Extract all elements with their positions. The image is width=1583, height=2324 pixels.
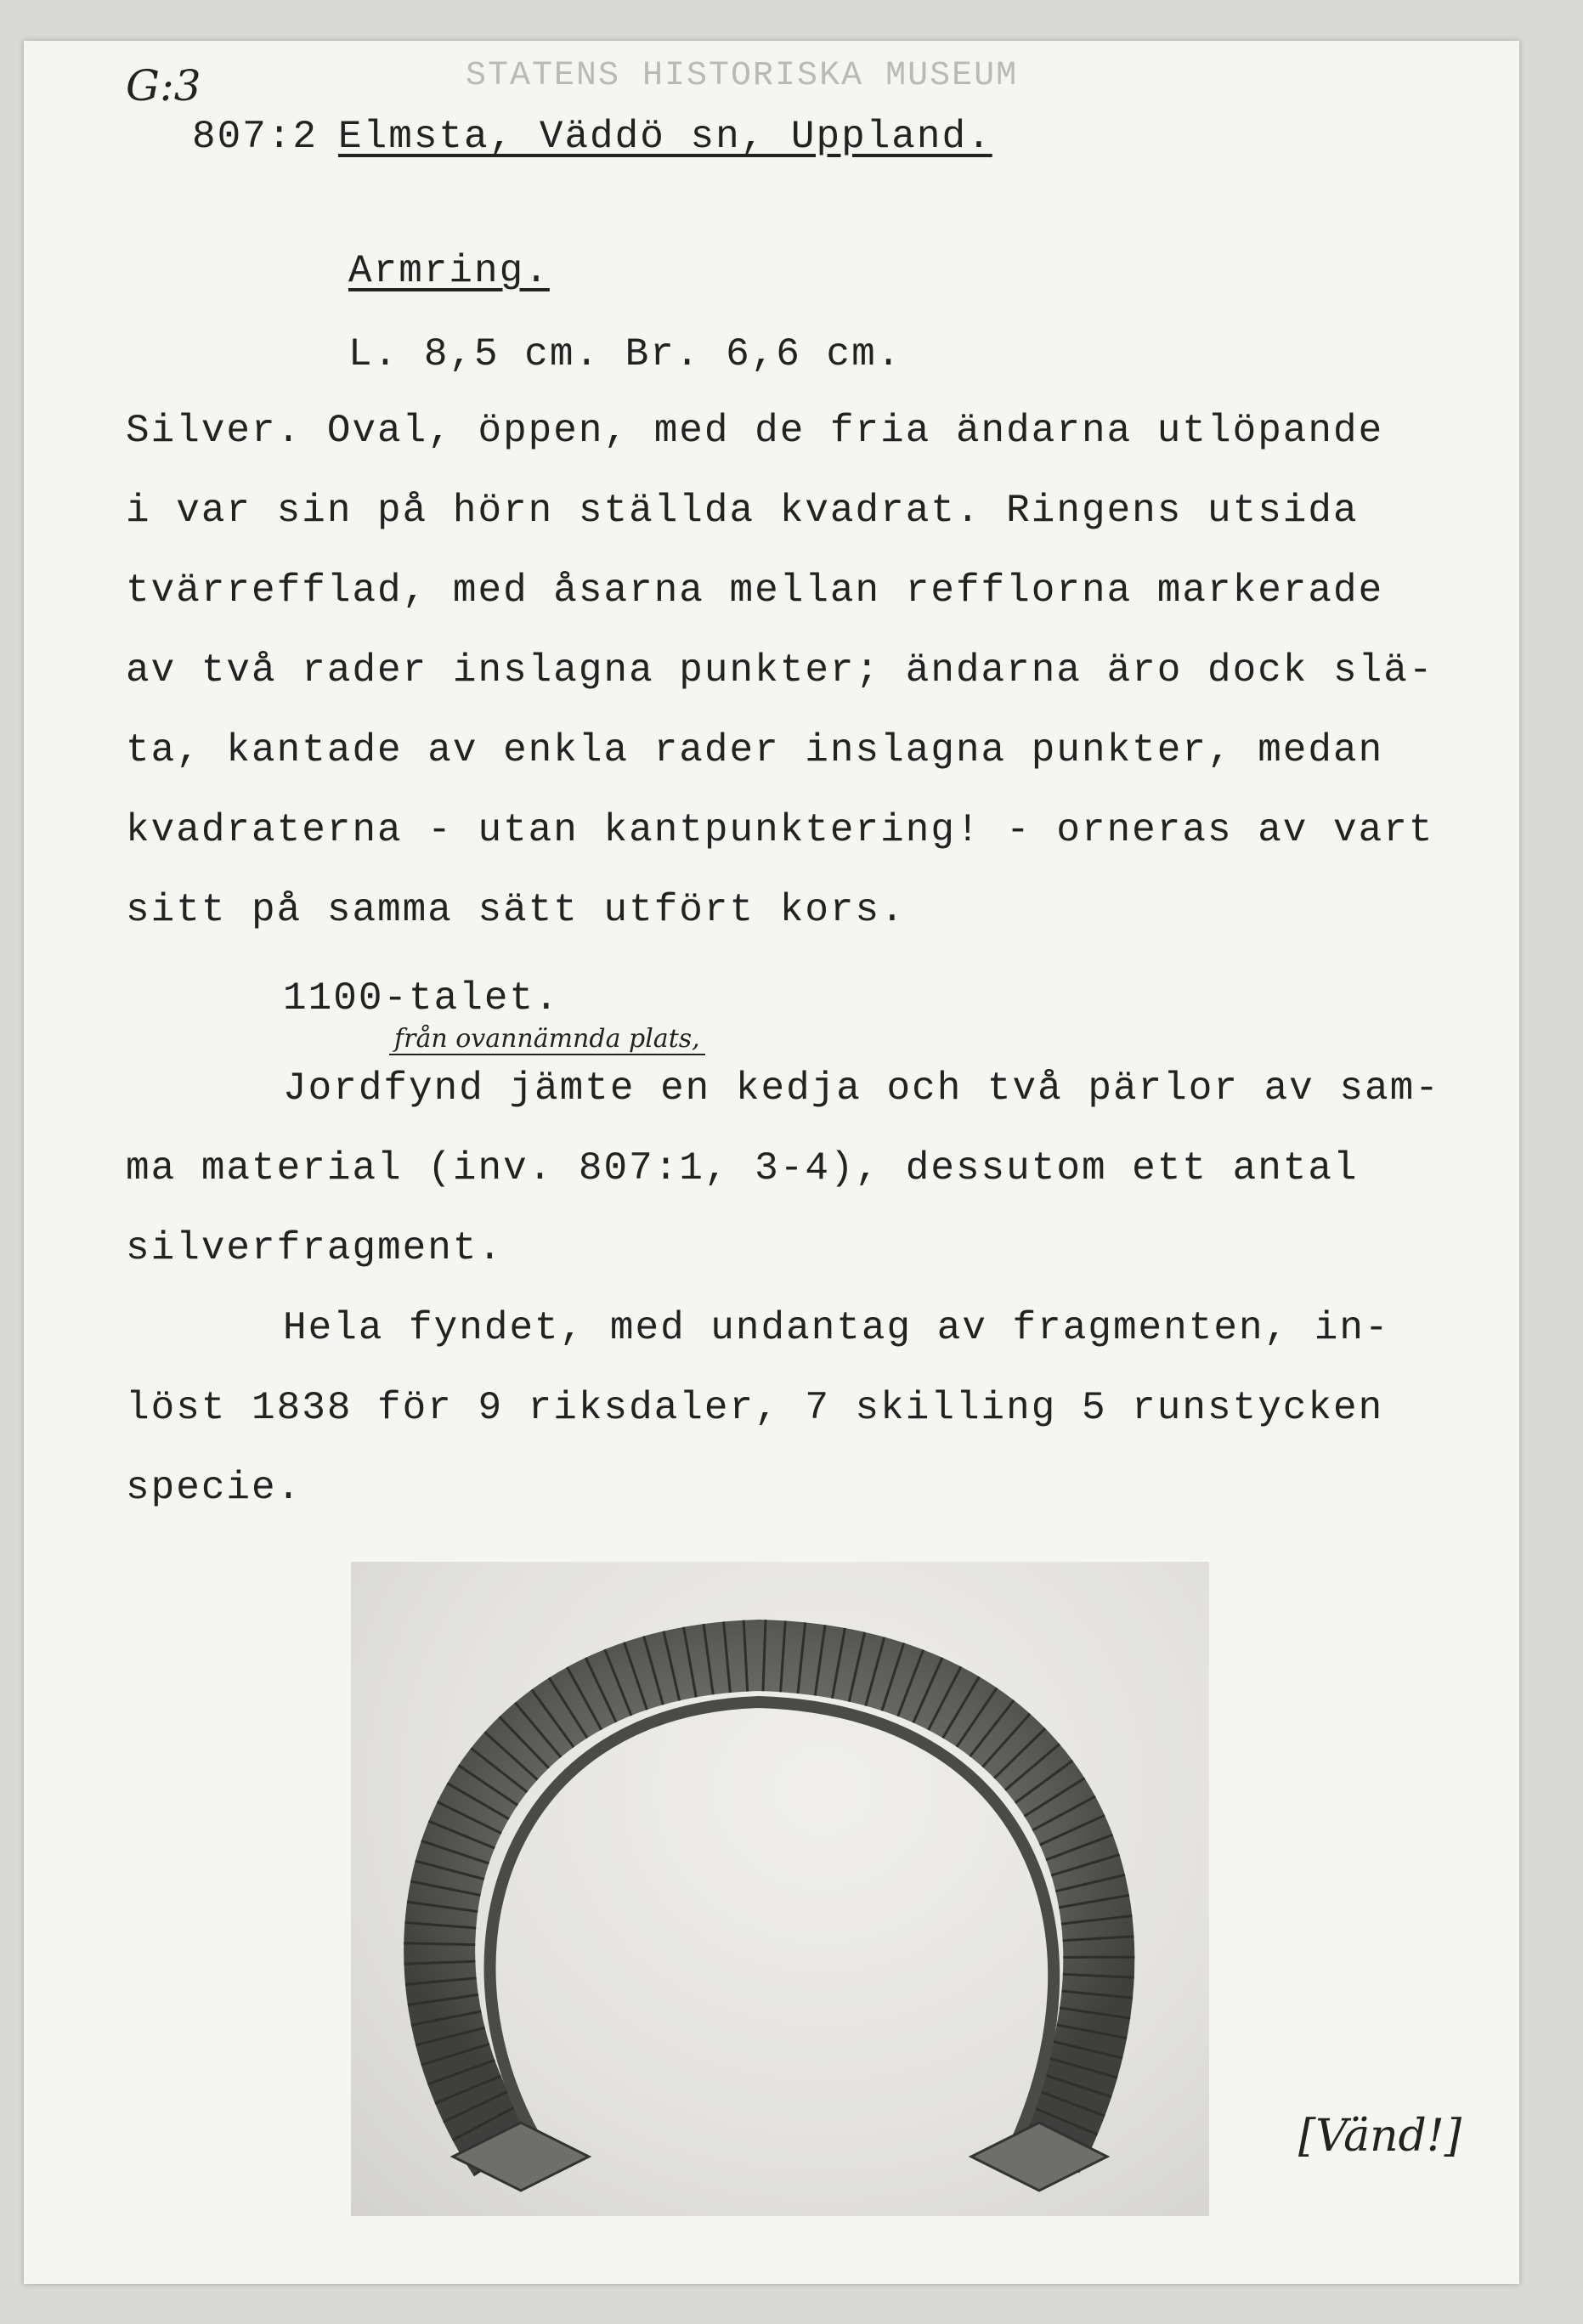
armring-photograph: [351, 1562, 1209, 2216]
find-location: Elmsta, Väddö sn, Uppland.: [338, 115, 992, 159]
armring-illustration: [351, 1562, 1209, 2216]
object-dimensions: L. 8,5 cm. Br. 6,6 cm.: [348, 332, 902, 376]
acquisition-line: specie.: [126, 1466, 302, 1510]
acquisition-line: löst 1838 för 9 riksdaler, 7 skilling 5 runstycken: [126, 1386, 1384, 1430]
turn-over-note: [Vänd!]: [1298, 2111, 1462, 2162]
description-line: sitt på samma sätt utfört kors.: [126, 888, 906, 932]
description-line: Silver. Oval, öppen, med de fria ändarna utlöpande: [126, 409, 1384, 453]
description-line: tvärrefflad, med åsarna mellan refflorna markerade: [126, 568, 1384, 613]
object-name: Armring.: [348, 249, 550, 293]
find-context-line: ma material (inv. 807:1, 3-4), dessutom ett antal: [126, 1146, 1359, 1190]
description-line: kvadraterna - utan kantpunktering! - orneras av vart: [126, 808, 1434, 852]
handwritten-insertion: från ovannämnda plats,: [389, 1026, 705, 1055]
archive-corner-mark: G:3: [126, 61, 201, 110]
acquisition-line: Hela fyndet, med undantag av fragmenten, in-: [283, 1306, 1390, 1350]
ring-inner-edge: [490, 1702, 1054, 2157]
description-line: i var sin på hörn ställda kvadrat. Ringens utsida: [126, 489, 1359, 533]
catalog-card: [24, 41, 1519, 2284]
dating-text: 1100-talet.: [283, 976, 560, 1021]
description-line: av två rader inslagna punkter; ändarna äro dock slä-: [126, 648, 1434, 693]
description-line: ta, kantade av enkla rader inslagna punkter, medan: [126, 728, 1384, 772]
find-context-line: silverfragment.: [126, 1226, 504, 1270]
faint-header-text: STATENS HISTORISKA MUSEUM: [466, 57, 1019, 95]
catalog-number: 807:2: [192, 115, 319, 159]
find-context-line: Jordfynd jämte en kedja och två pärlor av sam-: [283, 1066, 1440, 1111]
